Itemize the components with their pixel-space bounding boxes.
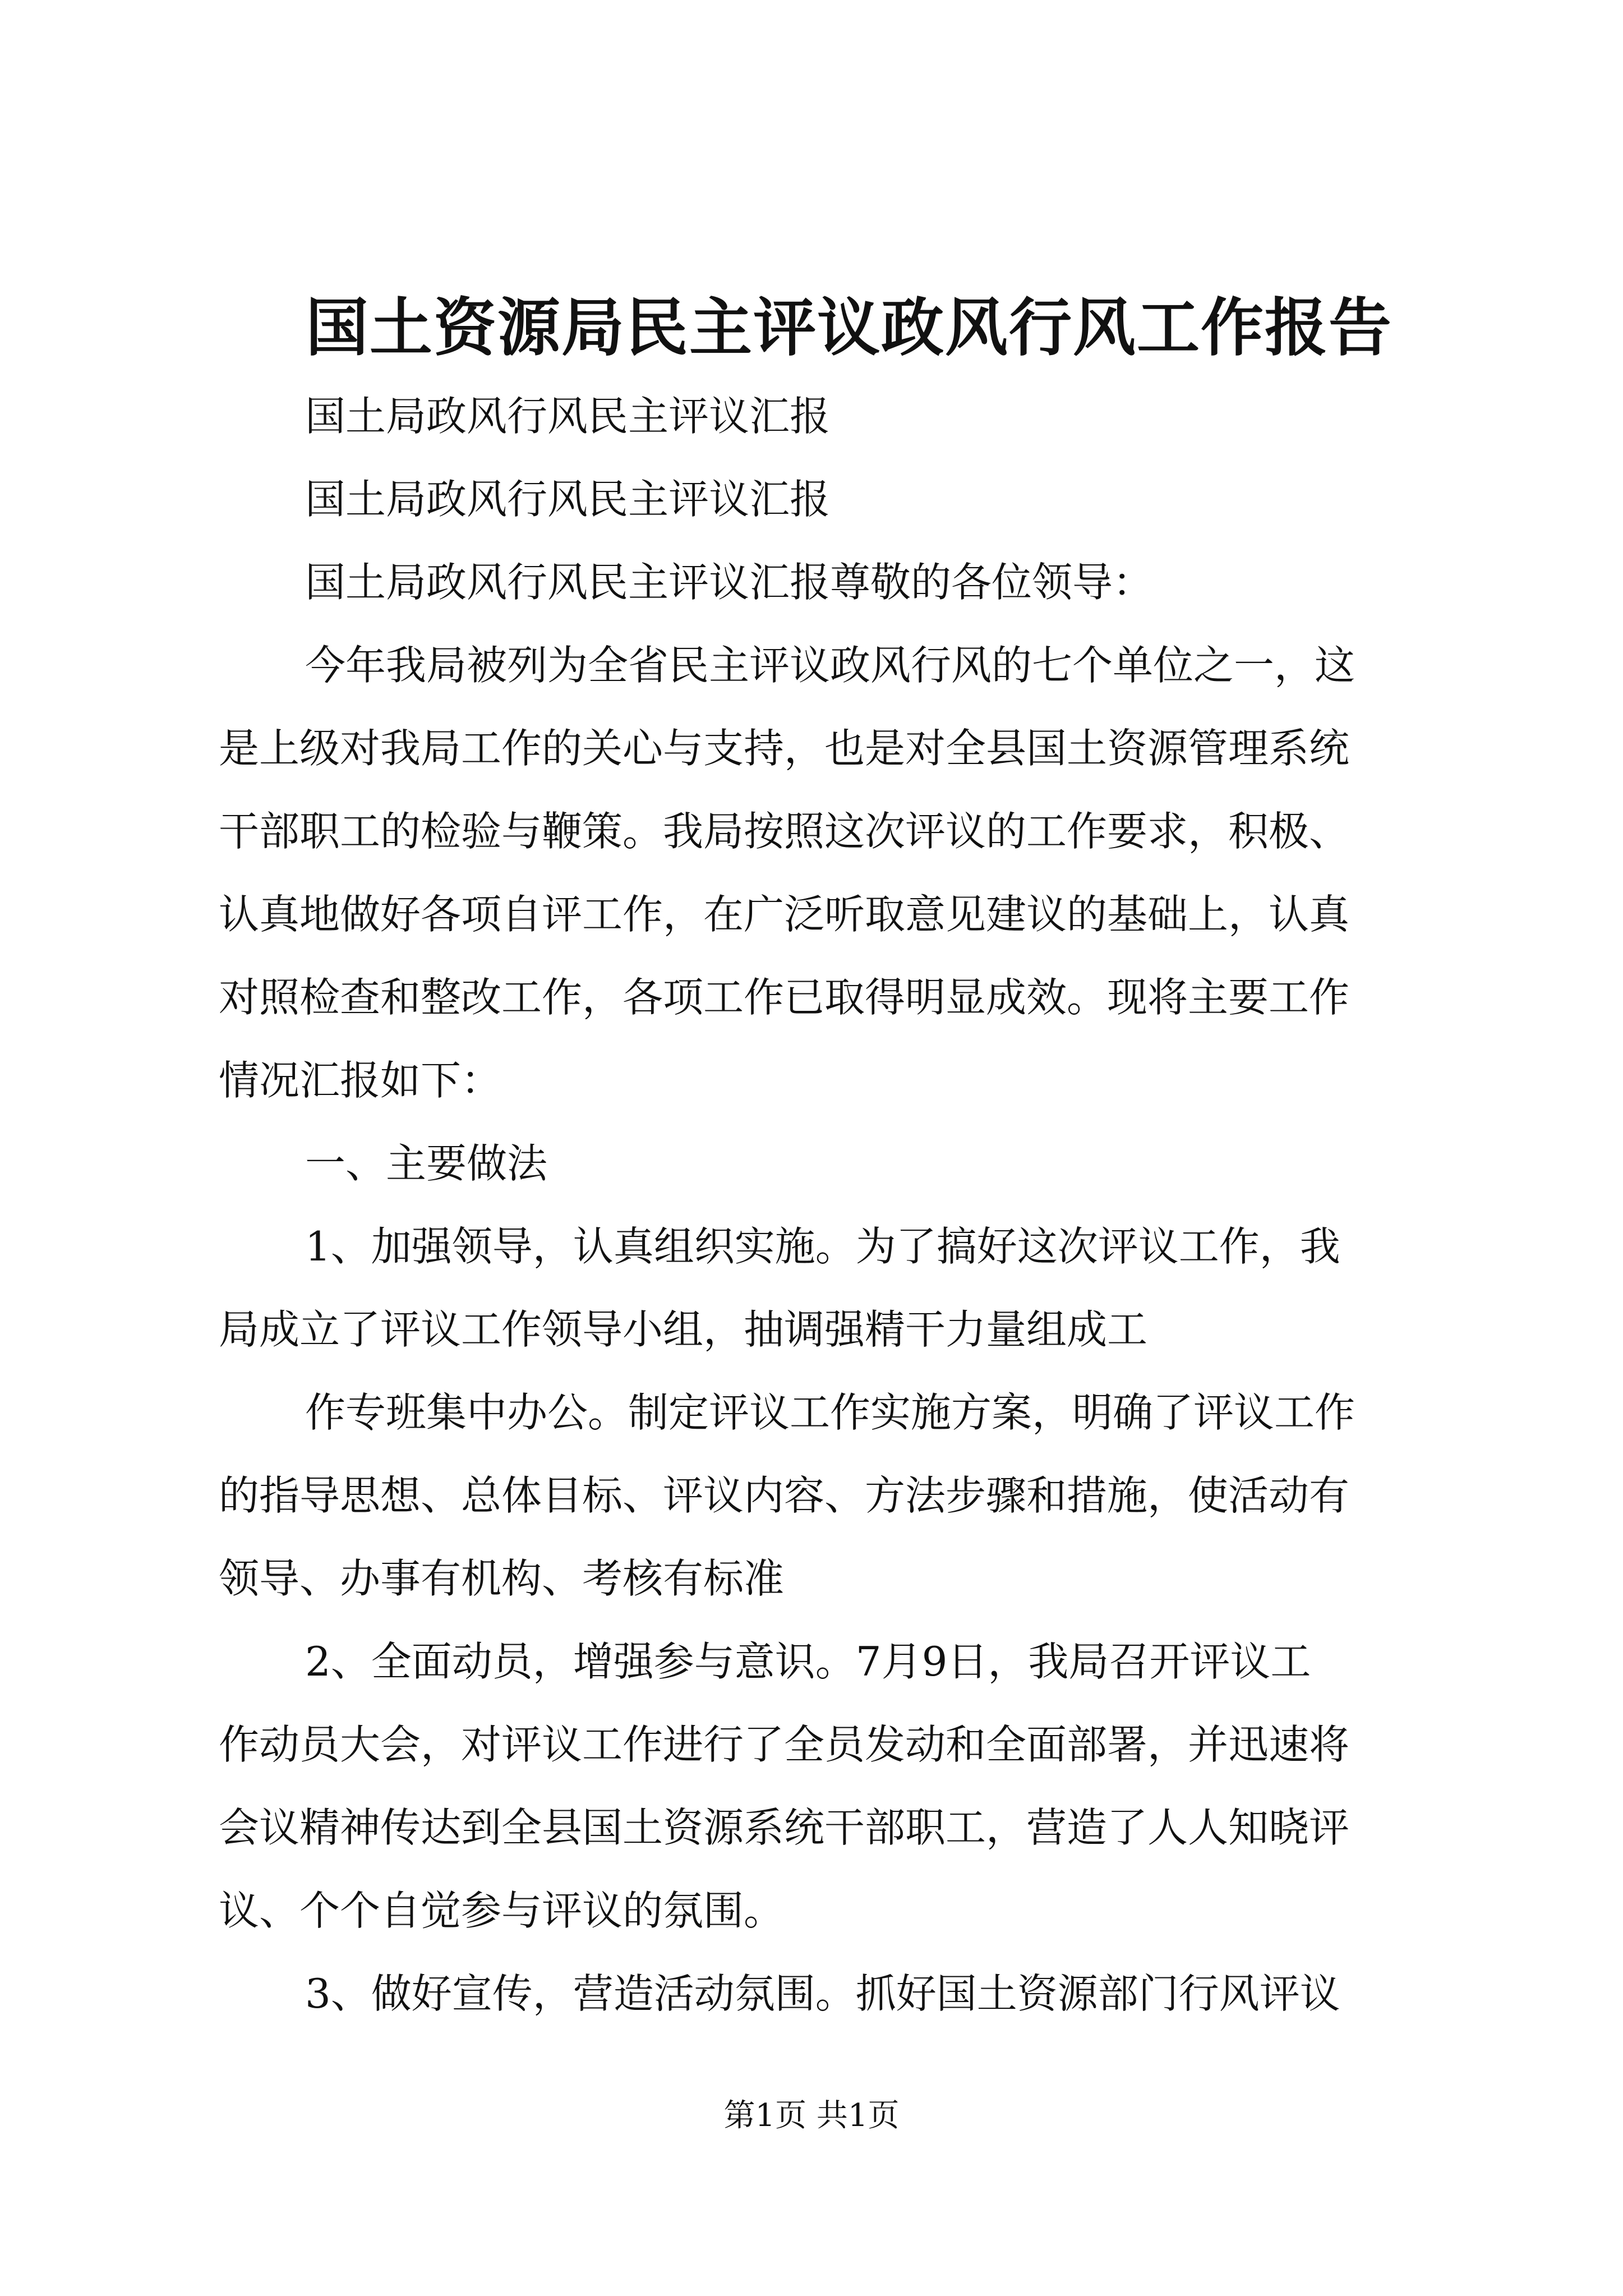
paragraph-line: 3、做好宣传，营造活动氛围。抓好国土资源部门行风评议: [305, 1970, 1340, 2017]
paragraph-line: 情况汇报如下：: [219, 1057, 502, 1104]
section-heading: 一、主要做法: [305, 1140, 548, 1187]
paragraph-line: 局成立了评议工作领导小组，抽调强精干力量组成工: [219, 1306, 1148, 1353]
paragraph-line: 1、加强领导，认真组织实施。为了搞好这次评议工作，我: [305, 1223, 1340, 1270]
paragraph-line: 作动员大会，对评议工作进行了全员发动和全面部署，并迅速将: [219, 1721, 1350, 1768]
paragraph-line: 2、全面动员，增强参与意识。7月9日，我局召开评议工: [305, 1638, 1311, 1685]
paragraph-line: 议、个个自觉参与评议的氛围。: [219, 1887, 785, 1934]
paragraph-line: 作专班集中办公。制定评议工作实施方案，明确了评议工作: [305, 1389, 1355, 1436]
paragraph-line: 是上级对我局工作的关心与支持，也是对全县国土资源管理系统: [219, 725, 1350, 772]
document-body: [219, 375, 1419, 2035]
paragraph-line: 领导、办事有机构、考核有标准: [219, 1555, 785, 1602]
paragraph-line: 的指导思想、总体目标、评议内容、方法步骤和措施，使活动有: [219, 1472, 1350, 1519]
paragraph-line: 国土局政风行风民主评议汇报: [305, 393, 831, 440]
paragraph-line: 今年我局被列为全省民主评议政风行风的七个单位之一，这: [305, 642, 1355, 689]
paragraph-line: 会议精神传达到全县国土资源系统干部职工，营造了人人知晓评: [219, 1804, 1350, 1851]
paragraph-line: 认真地做好各项自评工作，在广泛听取意见建议的基础上，认真: [219, 891, 1350, 938]
paragraph-line: 对照检查和整改工作，各项工作已取得明显成效。现将主要工作: [219, 974, 1350, 1021]
paragraph-line: 国土局政风行风民主评议汇报尊敬的各位领导：: [305, 559, 1154, 606]
document-title: 国土资源局民主评议政风行风工作报告: [306, 291, 1393, 365]
paragraph-line: 干部职工的检验与鞭策。我局按照这次评议的工作要求，积极、: [219, 808, 1350, 855]
page-footer: 第1页 共1页: [723, 2097, 900, 2134]
paragraph-line: 国土局政风行风民主评议汇报: [305, 476, 831, 523]
